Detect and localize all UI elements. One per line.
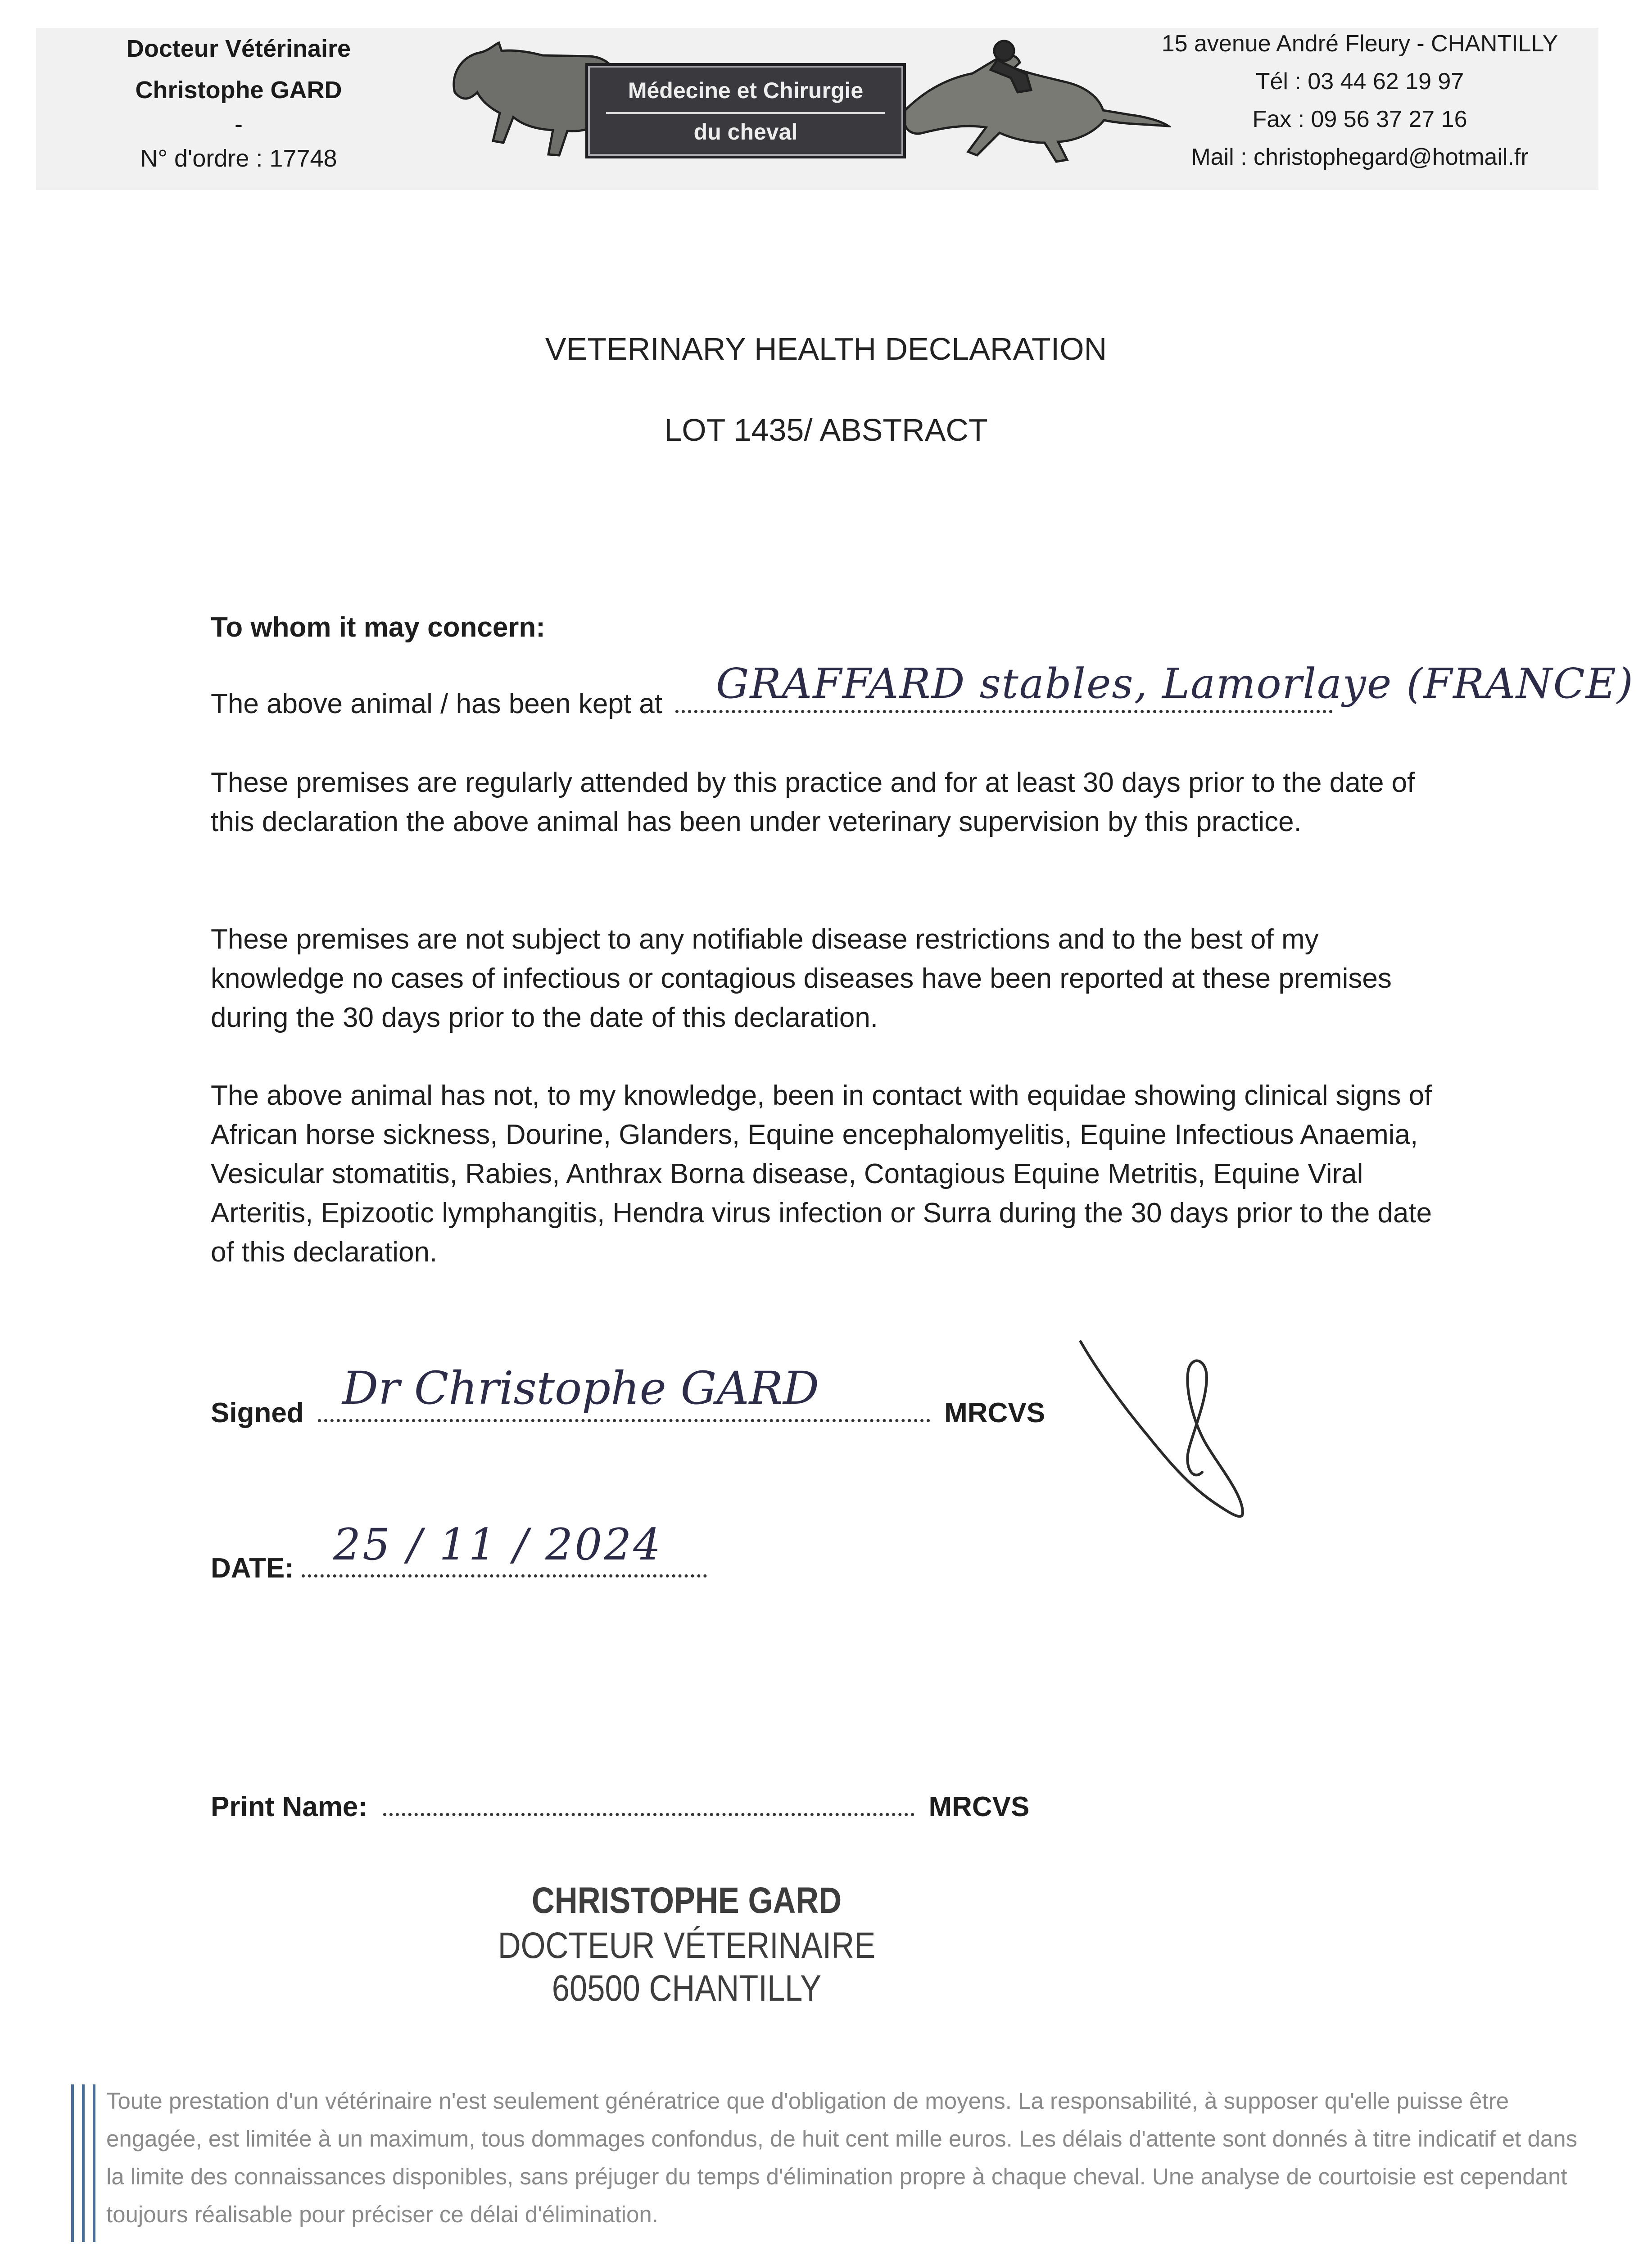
signed-label: Signed [211,1397,304,1428]
stamp-name: CHRISTOPHE GARD [531,1880,842,1921]
email: Mail : christophegard@hotmail.fr [1191,144,1529,170]
address: 15 avenue André Fleury - CHANTILLY [1161,31,1558,57]
footer-disclaimer: Toute prestation d'un vétérinaire n'est seulement génératrice que d'obligation de moyens. La responsabilité, à supposer qu'elle puisse être engagée, est limitée à un maximum, tous dommages confondus, de huit cent mille euros. Les délais d'attente sont donnés à titre indicatif et dans la limite des connaissances disponibles, sans préjuger du temps d'élimination propre à chaque cheval. Une analyse de courtoisie est cependant toujours réalisable pour préciser ce délai d'élimination. [106,2088,1578,2227]
footer-bar-1 [71,2084,74,2242]
logo-text-line1: Médecine et Chirurgie [628,78,864,103]
vet-name: Christophe GARD [135,77,342,104]
vet-separator: - [235,111,243,138]
vet-identity [68,28,410,179]
paragraph-disease-restrictions: These premises are not subject to any notifiable disease restrictions and to the best of my knowledge no cases of infectious or contagious diseases have been reported at these premises during the 30 days prior to the date of this declaration. [211,924,1392,1033]
kept-at-label: The above animal / has been kept at [211,688,662,719]
date-handwritten: 25 / 11 / 2024 [333,1519,663,1570]
paragraph-supervision: These premises are regularly attended by this practice and for at least 30 days prior to the date of this declaration the above animal has been under veterinary supervision by this practice. [211,767,1415,837]
salutation: To whom it may concern: [211,612,545,643]
footer-bar-2 [82,2084,85,2242]
logo-divider [606,112,885,114]
logo-plate [585,63,906,158]
print-name-label: Print Name: [211,1791,367,1822]
signature-scribble [1072,1333,1261,1540]
logo-text-line2: du cheval [693,119,798,145]
signed-handwritten-name: Dr Christophe GARD [342,1362,819,1415]
kept-at-handwritten: GRAFFARD stables, Lamorlaye (FRANCE) [716,660,1634,708]
stamp-city: 60500 CHANTILLY [552,1968,822,2009]
stamp-title: DOCTEUR VÉTERINAIRE [498,1925,876,1966]
print-name-dotted-line [383,1795,914,1816]
signed-mrcvs: MRCVS [944,1397,1046,1428]
print-name-mrcvs: MRCVS [928,1791,1030,1822]
vet-title: Docteur Vétérinaire [126,35,351,62]
footer-bar-3 [93,2084,95,2242]
phone: Tél : 03 44 62 19 97 [1255,68,1464,95]
print-name-line [211,1787,1291,1826]
date-label: DATE: [211,1553,294,1584]
document-title: VETERINARY HEALTH DECLARATION [545,331,1107,366]
vet-order-number: N° d'ordre : 17748 [140,145,337,172]
paragraph-contact-declaration: The above animal has not, to my knowledge, been in contact with equidae showing clinical signs of African horse sickness, Dourine, Glanders, Equine encephalomyelitis, Equine Infectious Anaemia, Vesicular stomatitis, Rabies, Anthrax Borna disease, Contagious Equine Metritis, Equine Viral Arteritis, Epizootic lymphangitis, Hendra virus infection or Surra during the 30 days prior to the date of this declaration. [211,1080,1432,1268]
document-subtitle: LOT 1435/ ABSTRACT [664,412,988,447]
contact-block [1117,25,1603,176]
fax: Fax : 09 56 37 27 16 [1252,106,1467,132]
